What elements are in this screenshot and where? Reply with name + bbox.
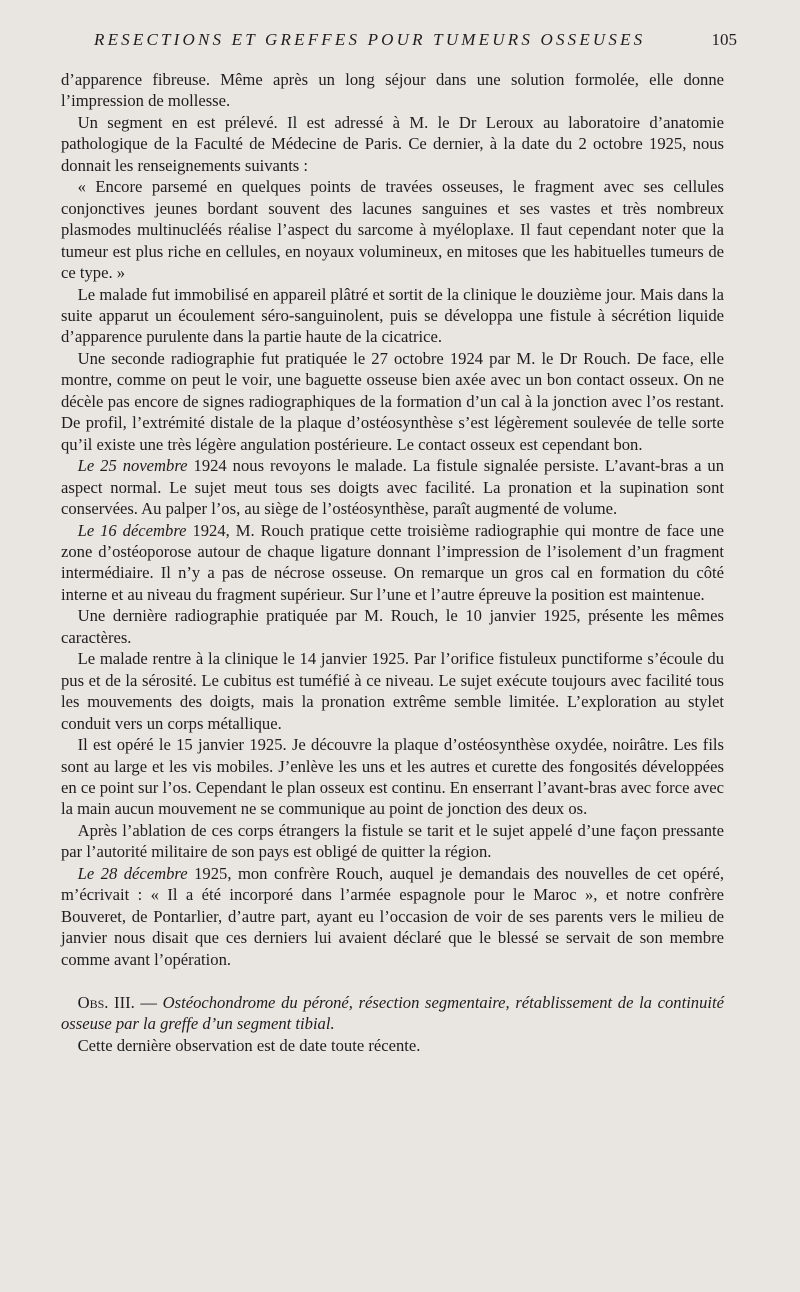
paragraph: Le 28 décembre 1925, mon confrère Rouch, auquel je demandais des nouvelles de cet opéré, m’écrivait : « Il a été incorporé dans l’armée espagnole pour le Maroc », et notre confrère Bouveret, de Pontarlier, d’autre part, ayant eu l’occasion de voir de ses parents vers le milieu de janvier nous disait que ces derniers lui avaient déclaré que le blessé se servait de son membre comme avant l’opération. <box>61 863 724 969</box>
date-lead: Le 28 décembre <box>77 863 188 883</box>
observation-heading: Obs. III. — Ostéochondrome du péroné, résection segmentaire, rétablissement de la continuité osseuse par la greffe d’un segment tibial. <box>61 993 724 1034</box>
date-lead: Le 25 novembre <box>77 456 188 476</box>
paragraph: Une seconde radiographie fut pratiquée le 27 octobre 1924 par M. le Dr Rouch. De face, elle montre, comme on peut le voir, une baguette osseuse bien axée avec un bon contact osseux. On ne décèle pas encore de signes radiographiques de la formation d’un cal à la jonction avec l’os restant. De profil, l’extrémité distale de la plaque d’ostéosynthèse s’est légèrement soulevée de telle sorte qu’il existe une très légère angulation postérieure. Le contact osseux est cependant bon. <box>61 348 724 454</box>
body-text <box>61 69 724 1056</box>
date-lead: Le 16 décembre <box>77 520 187 540</box>
page-header <box>61 26 737 56</box>
paragraph: Une dernière radiographie pratiquée par M. Rouch, le 10 janvier 1925, présente les mêmes caractères. <box>61 606 724 647</box>
paragraph: Le malade rentre à la clinique le 14 janvier 1925. Par l’orifice fistuleux punctiforme s’écoule du pus et de la sérosité. Le cubitus est tuméfié à ce niveau. Le sujet exécute toujours avec facilité tous les mouvements des doigts, mais la pronation extrême semble limitée. L’exploration au stylet conduit vers un corps métallique. <box>61 649 724 733</box>
paragraph: Il est opéré le 15 janvier 1925. Je découvre la plaque d’ostéosynthèse oxydée, noirâtre. Les fils sont au large et les vis mobiles. J’enlève les uns et les autres et curette des fongosités développées en ce point sur l’os. Cependant le plan osseux est continu. En enserrant l’avant-bras avec force avec la main aucun mouvement ne se communique au point de jonction des deux os. <box>61 735 724 819</box>
observation-label: Obs. III. <box>77 993 135 1013</box>
paragraph: Le 16 décembre 1924, M. Rouch pratique cette troisième radiographie qui montre de face une zone d’ostéoporose autour de chaque ligature donnant l’impression de l’isolement d’un fragment intermédiaire. Il n’y a pas de nécrose osseuse. On remarque un gros cal en formation du côté interne et au niveau du fragment supérieur. Sur l’une et l’autre épreuve la position est maintenue. <box>61 520 724 604</box>
paragraph: « Encore parsemé en quelques points de travées osseuses, le fragment avec ses cellules conjonctives jeunes bordant souvent des lacunes sanguines et ses vastes et très nombreux plasmodes multinucléés réalise l’aspect du sarcome à myéloplaxe. Il faut cependant noter que la tumeur est plus riche en cellules, en noyaux volumineux, en mitoses que les habituelles tumeurs de ce type. » <box>61 177 724 283</box>
running-title: RESECTIONS ET GREFFES POUR TUMEURS OSSEUSES <box>94 30 646 49</box>
observation-title: Ostéochondrome du péroné, résection segmentaire, rétablissement de la continuité osseuse par la greffe d’un segment tibial. <box>61 993 724 1034</box>
paragraph: Le malade fut immobilisé en appareil plâtré et sortit de la clinique le douzième jour. Mais dans la suite apparut un écoulement séro-sanguinolent, puis se développa une fistule à sécrétion liquide d’apparence purulente dans la partie haute de la cicatrice. <box>61 284 724 347</box>
paragraph: Le 25 novembre 1924 nous revoyons le malade. La fistule signalée persiste. L’avant-bras a un aspect normal. Le sujet meut tous ses doigts avec facilité. La pronation et la supination sont conservées. Au palper l’os, au siège de l’ostéosynthèse, paraît augmenté de volume. <box>61 456 724 519</box>
paragraph: Un segment en est prélevé. Il est adressé à M. le Dr Leroux au laboratoire d’anatomie pathologique de la Faculté de Médecine de Paris. Ce dernier, à la date du 2 octobre 1925, nous donnait les renseignements suivants : <box>61 112 724 175</box>
page-number: 105 <box>711 30 737 49</box>
observation-note: Cette dernière observation est de date toute récente. <box>77 1035 421 1055</box>
paragraph: Après l’ablation de ces corps étrangers la fistule se tarit et le sujet appelé d’une façon pressante par l’autorité militaire de son pays est obligé de quitter la région. <box>61 820 724 862</box>
paragraph: d’apparence fibreuse. Même après un long séjour dans une solution formolée, elle donne l’impression de mollesse. <box>61 70 724 111</box>
